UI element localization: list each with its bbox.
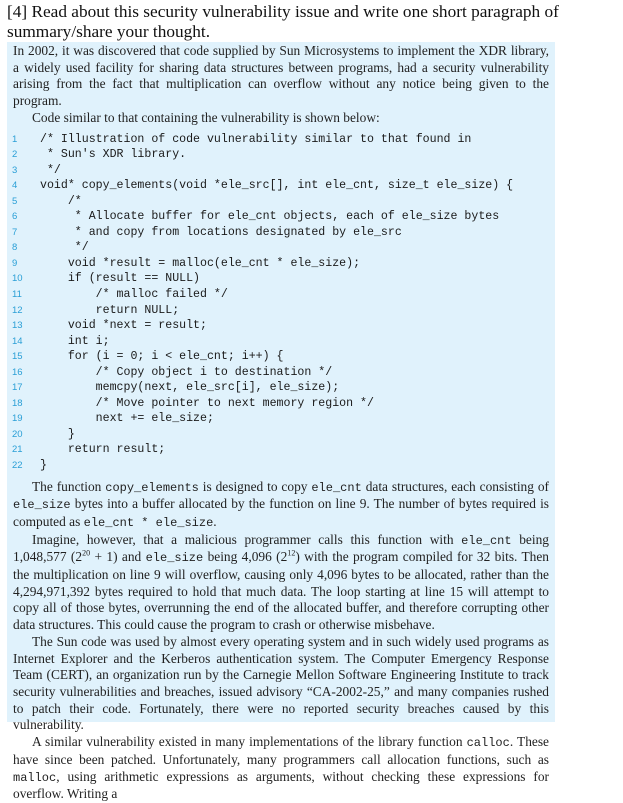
code-text: return NULL; (40, 303, 180, 317)
inline-code: ele_cnt * ele_size (83, 515, 214, 530)
line-number: 21 (12, 444, 23, 456)
line-number: 9 (12, 257, 18, 269)
code-line (7, 318, 555, 334)
code-text: void *next = result; (40, 319, 207, 333)
question-prompt: [4] Read about this security vulnerability issue and write one short paragraph of summary/share your thought. (7, 2, 559, 41)
code-line (7, 240, 555, 256)
code-text: if (result == NULL) (40, 272, 201, 286)
line-number: 11 (12, 288, 22, 300)
line-number: 7 (12, 226, 18, 238)
code-line (7, 194, 555, 210)
paragraph-calloc-vulnerability: A similar vulnerability existed in many implementations of the library function calloc. These have since been patched. Unfortunately, many programmers call allocation functions, such as malloc, using arithmetic expressions as arguments, without checking these expressions for overflow. Writing a (13, 734, 549, 802)
inline-code: copy_elements (105, 480, 199, 495)
code-text: return result; (40, 443, 166, 457)
code-line (7, 256, 555, 272)
code-line (7, 396, 555, 412)
inline-code: ele_size (145, 551, 204, 566)
inline-code: malloc (13, 770, 57, 785)
code-line (7, 287, 555, 303)
line-number: 22 (12, 460, 23, 471)
line-number: 17 (12, 382, 23, 394)
code-line (7, 365, 555, 381)
line-number: 18 (12, 397, 23, 409)
code-text: */ (40, 241, 89, 255)
code-text: memcpy(next, ele_src[i], ele_size); (40, 381, 340, 395)
code-line (7, 442, 555, 458)
code-listing (7, 132, 555, 474)
inline-code: ele_cnt (461, 533, 512, 548)
line-number: 13 (12, 320, 23, 332)
code-text: /* Copy object i to destination */ (40, 365, 333, 379)
line-number: 12 (12, 304, 23, 316)
code-line (7, 209, 555, 225)
line-number: 6 (12, 211, 18, 223)
code-line (7, 303, 555, 319)
code-text: /* malloc failed */ (40, 287, 228, 301)
code-text: * Sun's XDR library. (40, 148, 187, 162)
code-line (7, 132, 555, 148)
code-line (7, 147, 555, 163)
code-line (7, 334, 555, 350)
code-line (7, 411, 555, 427)
code-text: * Allocate buffer for ele_cnt objects, each of ele_size bytes (40, 210, 500, 224)
exponent: 12 (287, 548, 296, 558)
line-number: 10 (12, 273, 23, 285)
code-line (7, 271, 555, 287)
code-line (7, 225, 555, 241)
code-line (7, 349, 555, 365)
line-number: 1 (12, 133, 18, 145)
inline-code: ele_size (13, 498, 71, 513)
paragraph-sun-code-impact: The Sun code was used by almost every operating system and in such widely used programs as Internet Explorer and the Kerberos authentication system. The Computer Emergency Response Team (CERT), an organization run by the Carnegie Mellon Software Engineering Institute to track security vulnerabilities and breaches, issued advisory “CA-2002-25,” and many companies rushed to patch their code. Fortunately, there were no reported security breaches caused by this vulnerability. (13, 633, 549, 733)
line-number: 8 (12, 242, 18, 254)
paragraph-overflow-example: Imagine, however, that a malicious programmer calls this function with ele_cnt being 1,048,577 $(2^{20} + 1)$ and ele_size being 4,096 $(2^{12})$ with the program compiled for 32 bits. Then the multiplication on line 9 will overflow, causing only 4,096 bytes to be allocated, rather than the 4,294,971,392 bytes required to hold that much data. The loop starting at line 15 will attempt to copy all of those bytes, overrunning the end of the allocated buffer, and therefore corrupting other data structures. This could cause the program to crash or otherwise misbehave. (13, 531, 550, 633)
inline-code: ele_cnt (311, 480, 362, 495)
line-number: 3 (12, 164, 18, 176)
code-line (7, 163, 555, 179)
code-line (7, 427, 555, 443)
line-number: 14 (12, 335, 23, 347)
line-number: 20 (12, 428, 23, 440)
code-text: * and copy from locations designated by ele_src (40, 225, 402, 239)
line-number: 2 (12, 149, 18, 161)
line-number: 15 (12, 351, 23, 363)
line-number: 16 (12, 366, 23, 378)
code-text: void *result = malloc(ele_cnt * ele_size); (40, 256, 361, 270)
inline-code: calloc (466, 736, 510, 751)
code-text: void* copy_elements(void *ele_src[], int ele_cnt, size_t ele_size) { (40, 179, 514, 193)
code-line (7, 178, 555, 194)
code-text: /* Illustration of code vulnerability similar to that found in (40, 132, 472, 146)
code-line (7, 380, 555, 396)
code-text: } (40, 459, 47, 472)
textbook-excerpt (7, 42, 555, 802)
code-intro-line: Code similar to that containing the vulnerability is shown below: (32, 109, 380, 125)
line-number: 5 (12, 195, 18, 207)
code-text: for (i = 0; i < ele_cnt; i++) { (40, 350, 284, 364)
line-number: 19 (12, 413, 23, 425)
paragraph-function-description: The function copy_elements is designed to copy ele_cnt data structures, each consisting of ele_size bytes into a buffer allocated by the function on line 9. The number of bytes required is computed as ele_cnt * ele_size. (13, 478, 550, 530)
code-text: /* (40, 194, 82, 208)
exponent: 20 (82, 548, 91, 558)
code-text: */ (40, 163, 61, 177)
code-text: int i; (40, 334, 110, 348)
code-text: } (40, 427, 75, 441)
line-number: 4 (12, 180, 18, 192)
code-text: next += ele_size; (40, 412, 214, 426)
code-text: /* Move pointer to next memory region */ (40, 396, 374, 410)
code-line (7, 458, 555, 474)
intro-paragraph: In 2002, it was discovered that code supplied by Sun Microsystems to implement the XDR library, a widely used facility for sharing data structures between programs, had a security vulnerability arising from the fact that multiplication can overflow without any notice being given to the program. (13, 43, 549, 109)
